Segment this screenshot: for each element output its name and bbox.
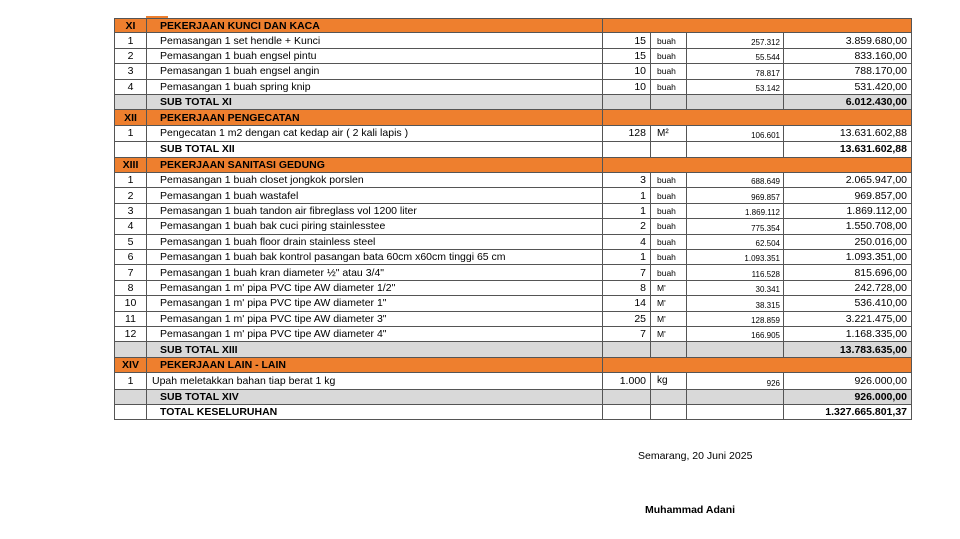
item-unit-price: 30.341 [687, 281, 784, 295]
item-unit-price: 257.312 [687, 33, 784, 47]
section-header-row [114, 158, 912, 173]
item-description: Pemasangan 1 buah tandon air fibreglass vol 1200 liter [147, 204, 603, 218]
item-unit-price: 106.601 [687, 126, 784, 142]
item-description: Pemasangan 1 buah kran diameter ½" atau 3/4" [147, 265, 603, 279]
item-total: 969.857,00 [854, 189, 907, 202]
item-quantity: 15 [603, 49, 651, 63]
table-row [114, 80, 912, 95]
item-quantity: 10 [603, 64, 651, 78]
item-number: 8 [115, 281, 147, 295]
section-empty-cell [784, 110, 911, 124]
section-empty-cell [687, 19, 784, 32]
item-description: Pemasangan 1 buah bak kontrol pasangan bata 60cm x60cm tinggi 65 cm [147, 250, 603, 264]
section-number: XIV [115, 358, 147, 372]
item-unit: buah [651, 64, 687, 78]
item-unit: M' [651, 327, 687, 341]
item-unit-price: 116.528 [687, 265, 784, 279]
grand-total-empty-cell [115, 405, 147, 419]
grand-total-value: 1.327.665.801,37 [825, 406, 907, 419]
item-quantity: 1 [603, 204, 651, 218]
item-total: 1.550.708,00 [845, 220, 907, 233]
section-empty-cell [603, 110, 651, 124]
place-date: Semarang, 20 Juni 2025 [638, 450, 753, 462]
item-quantity: 25 [603, 312, 651, 326]
subtotal-row [114, 342, 912, 357]
item-quantity: 15 [603, 33, 651, 47]
subtotal-empty-cell [115, 342, 147, 356]
item-quantity: 14 [603, 296, 651, 310]
item-unit: buah [651, 219, 687, 233]
table-row [114, 296, 912, 311]
item-quantity: 3 [603, 173, 651, 187]
item-number: 4 [115, 219, 147, 233]
grand-total-empty-cell [603, 405, 651, 419]
table-row [114, 312, 912, 327]
section-empty-cell [651, 358, 687, 372]
item-description: Pemasangan 1 m' pipa PVC tipe AW diameter 1/2" [147, 281, 603, 295]
item-total: 3.859.680,00 [845, 34, 907, 47]
subtotal-empty-cell [115, 390, 147, 404]
item-unit: buah [651, 188, 687, 202]
item-number: 1 [115, 373, 147, 389]
item-description: Pemasangan 1 buah closet jongkok porslen [147, 173, 603, 187]
subtotal-empty-cell [687, 342, 784, 356]
table-row [114, 327, 912, 342]
item-unit-price: 166.905 [687, 327, 784, 341]
subtotal-value: 13.631.602,88 [839, 143, 907, 156]
item-unit-price: 775.354 [687, 219, 784, 233]
item-total: 531.420,00 [854, 80, 907, 93]
subtotal-empty-cell [603, 142, 651, 156]
section-empty-cell [784, 19, 911, 32]
item-total: 242.728,00 [854, 281, 907, 294]
table-row [114, 173, 912, 188]
subtotal-value: 6.012.430,00 [845, 96, 907, 109]
item-description: Pemasangan 1 m' pipa PVC tipe AW diameter 4" [147, 327, 603, 341]
item-quantity: 1 [603, 188, 651, 202]
item-quantity: 2 [603, 219, 651, 233]
section-empty-cell [687, 110, 784, 124]
item-unit-price: 1.093.351 [687, 250, 784, 264]
section-empty-cell [651, 19, 687, 32]
item-unit: M² [651, 126, 687, 142]
item-unit: buah [651, 49, 687, 63]
item-quantity: 128 [603, 126, 651, 142]
section-title: PEKERJAAN SANITASI GEDUNG [147, 158, 603, 172]
table-row [114, 235, 912, 250]
table-row [114, 126, 912, 143]
table-row [114, 204, 912, 219]
table-row [114, 219, 912, 234]
section-title: PEKERJAAN LAIN - LAIN [147, 358, 603, 372]
item-quantity: 8 [603, 281, 651, 295]
subtotal-empty-cell [687, 142, 784, 156]
item-unit-price: 62.504 [687, 235, 784, 249]
item-description: Pemasangan 1 buah wastafel [147, 188, 603, 202]
item-unit-price: 1.869.112 [687, 204, 784, 218]
item-unit: M' [651, 296, 687, 310]
section-number: XIII [115, 158, 147, 172]
section-empty-cell [687, 358, 784, 372]
item-quantity: 7 [603, 265, 651, 279]
item-description: Pemasangan 1 m' pipa PVC tipe AW diameter 1" [147, 296, 603, 310]
item-total: 1.168.335,00 [845, 328, 907, 341]
subtotal-row [114, 95, 912, 110]
subtotal-row [114, 142, 912, 157]
item-unit: buah [651, 173, 687, 187]
item-quantity: 1.000 [603, 373, 651, 389]
item-unit: buah [651, 80, 687, 94]
item-total: 13.631.602,88 [839, 127, 907, 140]
section-title: PEKERJAAN PENGECATAN [147, 110, 603, 124]
item-quantity: 10 [603, 80, 651, 94]
item-number: 6 [115, 250, 147, 264]
section-empty-cell [784, 158, 911, 172]
item-description: Pemasangan 1 m' pipa PVC tipe AW diameter 3" [147, 312, 603, 326]
section-empty-cell [603, 19, 651, 32]
item-number: 5 [115, 235, 147, 249]
item-unit: M' [651, 312, 687, 326]
item-unit: buah [651, 204, 687, 218]
section-title: PEKERJAAN KUNCI DAN KACA [147, 19, 603, 32]
item-total: 833.160,00 [854, 49, 907, 62]
section-empty-cell [651, 110, 687, 124]
item-unit: M' [651, 281, 687, 295]
item-number: 12 [115, 327, 147, 341]
table-row [114, 250, 912, 265]
item-number: 10 [115, 296, 147, 310]
item-total: 788.170,00 [854, 65, 907, 78]
subtotal-row [114, 390, 912, 405]
subtotal-label: SUB TOTAL XIII [147, 342, 603, 356]
item-number: 7 [115, 265, 147, 279]
subtotal-label: SUB TOTAL XIV [147, 390, 603, 404]
item-unit: buah [651, 33, 687, 47]
item-number: 1 [115, 33, 147, 47]
item-total: 1.093.351,00 [845, 251, 907, 264]
item-number: 4 [115, 80, 147, 94]
item-number: 1 [115, 126, 147, 142]
subtotal-empty-cell [651, 142, 687, 156]
subtotal-empty-cell [603, 342, 651, 356]
table-row [114, 373, 912, 390]
section-number: XII [115, 110, 147, 124]
item-number: 3 [115, 64, 147, 78]
item-unit-price: 969.857 [687, 188, 784, 202]
grand-total-row [114, 405, 912, 420]
item-number: 1 [115, 173, 147, 187]
signer-name: Muhammad Adani [645, 504, 736, 516]
item-unit-price: 128.859 [687, 312, 784, 326]
item-number: 2 [115, 49, 147, 63]
table-row [114, 49, 912, 64]
item-unit: buah [651, 265, 687, 279]
subtotal-label: SUB TOTAL XI [147, 95, 603, 109]
item-description: Pemasangan 1 buah floor drain stainless steel [147, 235, 603, 249]
subtotal-label: SUB TOTAL XII [147, 142, 603, 156]
table-row [114, 281, 912, 296]
item-quantity: 4 [603, 235, 651, 249]
section-empty-cell [651, 158, 687, 172]
subtotal-empty-cell [651, 95, 687, 109]
subtotal-empty-cell [651, 390, 687, 404]
item-total: 1.869.112,00 [846, 204, 907, 217]
item-unit-price: 55.544 [687, 49, 784, 63]
section-empty-cell [687, 158, 784, 172]
grand-total-empty-cell [651, 405, 687, 419]
item-description: Pemasangan 1 buah engsel angin [147, 64, 603, 78]
table-row [114, 64, 912, 79]
section-number: XI [115, 19, 147, 32]
subtotal-value: 13.783.635,00 [839, 343, 907, 356]
item-unit-price: 78.817 [687, 64, 784, 78]
item-unit-price: 38.315 [687, 296, 784, 310]
item-number: 11 [115, 312, 147, 326]
item-description: Pemasangan 1 buah engsel pintu [147, 49, 603, 63]
item-quantity: 7 [603, 327, 651, 341]
grand-total-label: TOTAL KESELURUHAN [147, 405, 603, 419]
item-description: Pengecatan 1 m2 dengan cat kedap air ( 2 kali lapis ) [147, 126, 603, 142]
item-unit-price: 926 [687, 373, 784, 389]
item-unit-price: 53.142 [687, 80, 784, 94]
item-quantity: 1 [603, 250, 651, 264]
item-description: Upah meletakkan bahan tiap berat 1 kg [147, 373, 603, 389]
subtotal-empty-cell [687, 390, 784, 404]
section-empty-cell [603, 158, 651, 172]
item-description: Pemasangan 1 set hendle + Kunci [147, 33, 603, 47]
table-row [114, 33, 912, 48]
item-unit: buah [651, 235, 687, 249]
grand-total-empty-cell [687, 405, 784, 419]
item-total: 815.696,00 [854, 266, 907, 279]
item-total: 536.410,00 [854, 297, 907, 310]
subtotal-empty-cell [603, 95, 651, 109]
item-unit-price: 688.649 [687, 173, 784, 187]
item-number: 2 [115, 188, 147, 202]
item-total: 2.065.947,00 [845, 174, 907, 187]
cost-table [114, 18, 912, 420]
section-empty-cell [784, 358, 911, 372]
section-header-row [114, 110, 912, 125]
subtotal-empty-cell [115, 142, 147, 156]
section-empty-cell [603, 358, 651, 372]
section-header-row [114, 18, 912, 33]
item-total: 3.221.475,00 [845, 312, 907, 325]
subtotal-empty-cell [603, 390, 651, 404]
item-description: Pemasangan 1 buah spring knip [147, 80, 603, 94]
item-total: 926.000,00 [854, 374, 907, 387]
subtotal-empty-cell [687, 95, 784, 109]
item-total: 250.016,00 [854, 235, 907, 248]
item-unit: kg [651, 373, 687, 389]
item-description: Pemasangan 1 buah bak cuci piring stainlesstee [147, 219, 603, 233]
table-row [114, 188, 912, 203]
subtotal-empty-cell [115, 95, 147, 109]
subtotal-empty-cell [651, 342, 687, 356]
subtotal-value: 926.000,00 [854, 390, 907, 403]
item-number: 3 [115, 204, 147, 218]
item-unit: buah [651, 250, 687, 264]
section-header-row [114, 358, 912, 373]
table-row [114, 265, 912, 280]
